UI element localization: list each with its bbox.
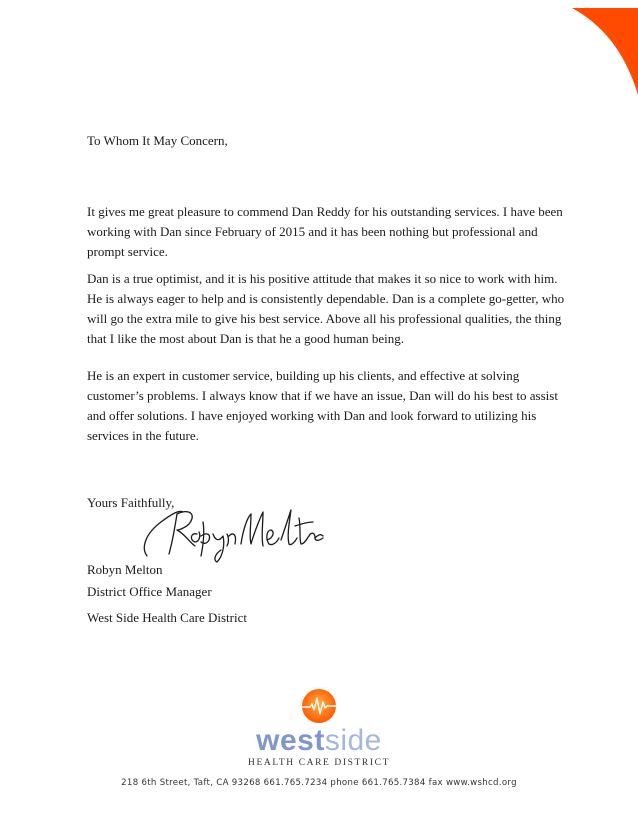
paragraph-1: It gives me great pleasure to commend Dan Reddy for his outstanding services. I have been working with Dan since February of 2015 and it has been nothing but professional and prompt service. [87, 204, 563, 259]
paragraph-2: Dan is a true optimist, and it is his positive attitude that makes it so nice to work with him. He is always eager to help and is consistently dependable. Dan is a complete go-getter, who will go the extra mile to give his best service. Above all his professional qualities, the thing that I like the most about Dan is that he a good human being. [87, 271, 565, 346]
salutation: To Whom It May Concern, [87, 133, 228, 148]
paragraph-3: He is an expert in customer service, building up his clients, and effective at solving customer’s problems. I always know that if we have an issue, Dan will do his best to assist and offer solutions. I have enjoyed working with Dan and look forward to utilizing his services in the future. [87, 368, 558, 443]
orange-corner-triangle-icon [528, 0, 638, 95]
signer-organization: West Side Health Care District [87, 610, 247, 625]
handwritten-signature [139, 500, 329, 564]
brand-part-west: west [256, 724, 325, 757]
westside-logo [0, 686, 638, 768]
signer-name: Robyn Melton [87, 562, 163, 577]
closing: Yours Faithfully, [87, 495, 175, 510]
brand-part-side: side [324, 724, 382, 757]
sun-heartbeat-logo-icon [299, 686, 339, 726]
brand-tagline: HEALTH CARE DISTRICT [248, 758, 390, 768]
footer-address: 218 6th Street, Taft, CA 93268 661.765.7234 phone 661.765.7384 fax www.wshcd.org [121, 778, 517, 788]
signer-title: District Office Manager [87, 584, 212, 599]
brand-wordmark [0, 726, 638, 756]
